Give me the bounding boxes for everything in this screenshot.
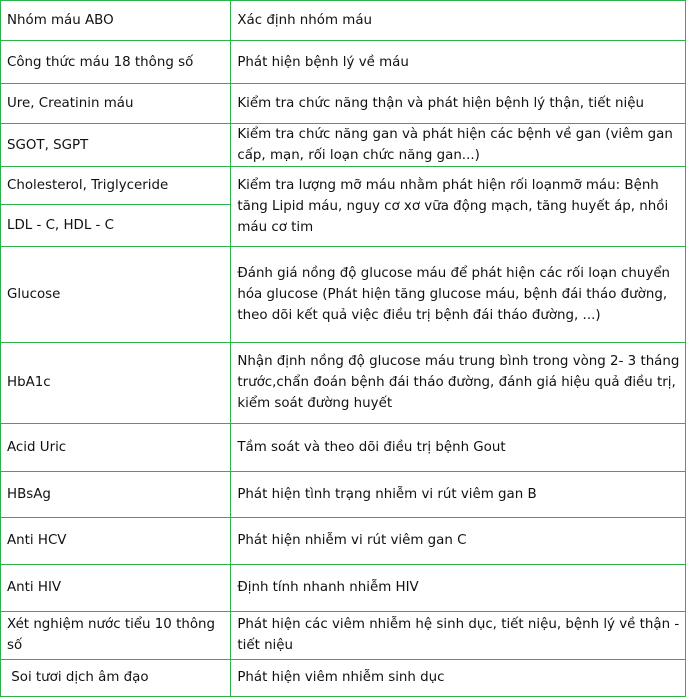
test-name-cell: Cholesterol, Triglyceride xyxy=(1,167,231,205)
test-purpose-cell: Định tính nhanh nhiễm HIV xyxy=(231,564,686,611)
test-purpose-cell: Đánh giá nồng độ glucose máu để phát hiện các rối loạn chuyển hóa glucose (Phát hiện tăng glucose máu, bệnh đái tháo đường, theo dõi kết quả việc điều trị bệnh đái tháo đường, ...) xyxy=(231,247,686,343)
table-row xyxy=(1,611,686,659)
test-purpose-cell: Phát hiện tình trạng nhiễm vi rút viêm gan B xyxy=(231,471,686,517)
test-name-cell: LDL - C, HDL - C xyxy=(1,205,231,247)
test-name-cell: Nhóm máu ABO xyxy=(1,1,231,41)
table-row xyxy=(1,343,686,423)
table-row xyxy=(1,167,686,205)
table-row xyxy=(1,247,686,343)
test-purpose-cell: Phát hiện viêm nhiễm sinh dục xyxy=(231,659,686,696)
table-row xyxy=(1,423,686,471)
table-row xyxy=(1,1,686,41)
test-purpose-cell: Nhận định nồng độ glucose máu trung bình trong vòng 2- 3 tháng trước,chẩn đoán bệnh đái tháo đường, đánh giá hiệu quả điều trị, kiểm soát đường huyết xyxy=(231,343,686,423)
test-purpose-cell: Phát hiện bệnh lý về máu xyxy=(231,41,686,84)
test-name-cell: Glucose xyxy=(1,247,231,343)
test-name-cell: Công thức máu 18 thông số xyxy=(1,41,231,84)
test-purpose-cell: Kiểm tra lượng mỡ máu nhằm phát hiện rối loạnmỡ máu: Bệnh tăng Lipid máu, nguy cơ xơ vữa động mạch, tăng huyết áp, nhồi máu cơ tim xyxy=(231,167,686,247)
table-row xyxy=(1,471,686,517)
table-row xyxy=(1,517,686,564)
table-row xyxy=(1,41,686,84)
test-name-cell: SGOT, SGPT xyxy=(1,124,231,167)
test-purpose-cell: Kiểm tra chức năng thận và phát hiện bệnh lý thận, tiết niệu xyxy=(231,84,686,124)
test-name-cell: Acid Uric xyxy=(1,423,231,471)
test-name-cell: Anti HIV xyxy=(1,564,231,611)
test-purpose-cell: Phát hiện các viêm nhiễm hệ sinh dục, tiết niệu, bệnh lý về thận - tiết niệu xyxy=(231,611,686,659)
test-name-cell: Anti HCV xyxy=(1,517,231,564)
table-row xyxy=(1,124,686,167)
test-purpose-cell: Kiểm tra chức năng gan và phát hiện các bệnh về gan (viêm gan cấp, mạn, rối loạn chức năng gan...) xyxy=(231,124,686,167)
table-row xyxy=(1,659,686,696)
test-name-cell: HbA1c xyxy=(1,343,231,423)
test-purpose-cell: Phát hiện nhiễm vi rút viêm gan C xyxy=(231,517,686,564)
test-name-cell: Ure, Creatinin máu xyxy=(1,84,231,124)
test-purpose-cell: Tầm soát và theo dõi điều trị bệnh Gout xyxy=(231,423,686,471)
test-name-cell: Xét nghiệm nước tiểu 10 thông số xyxy=(1,611,231,659)
test-purpose-cell: Xác định nhóm máu xyxy=(231,1,686,41)
table-row xyxy=(1,564,686,611)
test-name-cell: Soi tươi dịch âm đạo xyxy=(1,659,231,696)
test-name-cell: HBsAg xyxy=(1,471,231,517)
table-row xyxy=(1,84,686,124)
